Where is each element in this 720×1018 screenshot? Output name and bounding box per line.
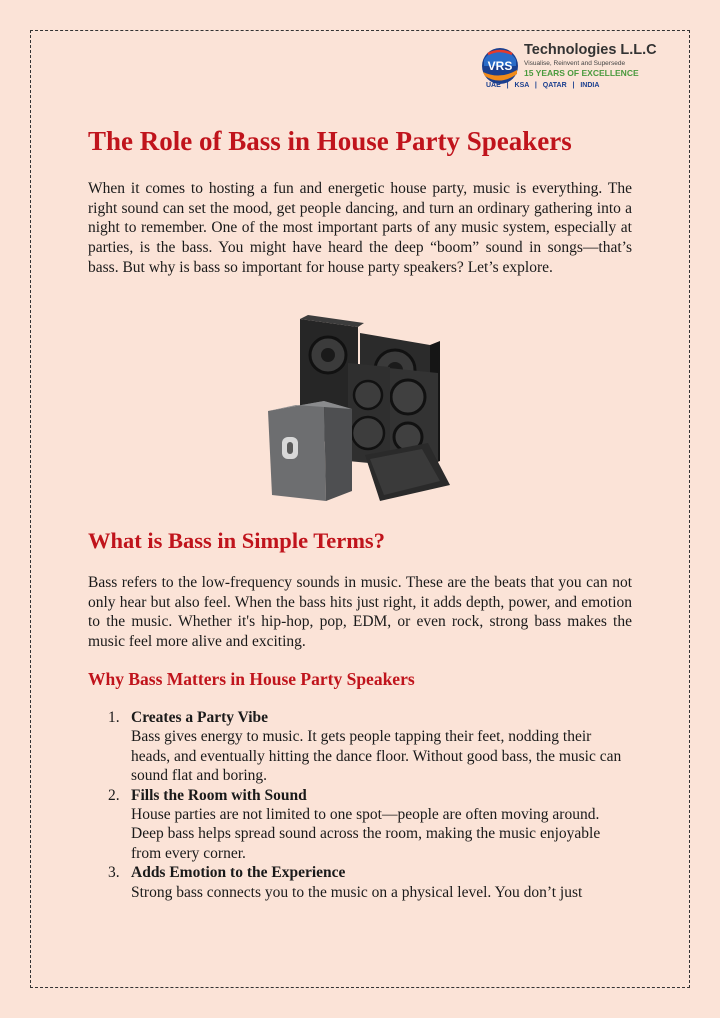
svg-text:VRS: VRS	[487, 59, 513, 73]
list-number: 3.	[108, 864, 120, 882]
speakers-image	[260, 315, 460, 505]
article-title: The Role of Bass in House Party Speakers	[88, 126, 572, 156]
company-logo	[480, 40, 657, 94]
list-item-text: Strong bass connects you to the music on a physical level. You don’t just	[131, 883, 583, 901]
list-item-title: Fills the Room with Sound	[131, 786, 307, 804]
list-number: 2.	[108, 786, 120, 804]
brand-tagline: Visualise, Reinvent and Supersede	[524, 60, 626, 67]
section-heading-bass: What is Bass in Simple Terms?	[88, 528, 385, 553]
list-number: 1.	[108, 709, 120, 726]
list-item	[88, 863, 632, 902]
reasons-list	[88, 708, 632, 902]
intro-paragraph: When it comes to hosting a fun and energetic house party, music is everything. The right sound can set the mood, get people dancing, and turn an ordinary gathering into a night to remember. One of the most important parts of any music system, especially at parties, is the bass. You might have heard the deep “boom” sound in songs—that’s bass. But why is bass so important for house party speakers? Let’s explore.	[88, 180, 632, 276]
bass-definition-paragraph: Bass refers to the low-frequency sounds in music. These are the beats that you can not only hear but also feel. When the bass hits just right, it adds depth, power, and emotion to the music. Whether it's hip-hop, pop, EDM, or even rock, strong bass makes the music feel more alive and exciting.	[88, 574, 632, 651]
list-item-text: Bass gives energy to music. It gets people tapping their feet, nodding their heads, and eventually hitting the dance floor. Without good bass, the music can sound flat and boring.	[131, 728, 622, 785]
vrs-globe-logo-icon	[480, 46, 520, 86]
list-item-title: Creates a Party Vibe	[131, 709, 269, 726]
list-item-title: Adds Emotion to the Experience	[131, 864, 346, 882]
list-item	[88, 708, 632, 786]
list-item-text: House parties are not limited to one spot—people are often moving around. Deep bass helps spread sound across the room, making the music enjoyable from every corner.	[131, 806, 601, 862]
brand-name: Technologies L.L.C	[524, 42, 657, 58]
years-badge: 15 YEARS OF EXCELLENCE	[524, 68, 639, 78]
regions-list: UAE | KSA | QATAR | INDIA	[486, 82, 600, 89]
list-item	[88, 786, 632, 864]
section-heading-why-bass: Why Bass Matters in House Party Speakers	[88, 669, 415, 689]
